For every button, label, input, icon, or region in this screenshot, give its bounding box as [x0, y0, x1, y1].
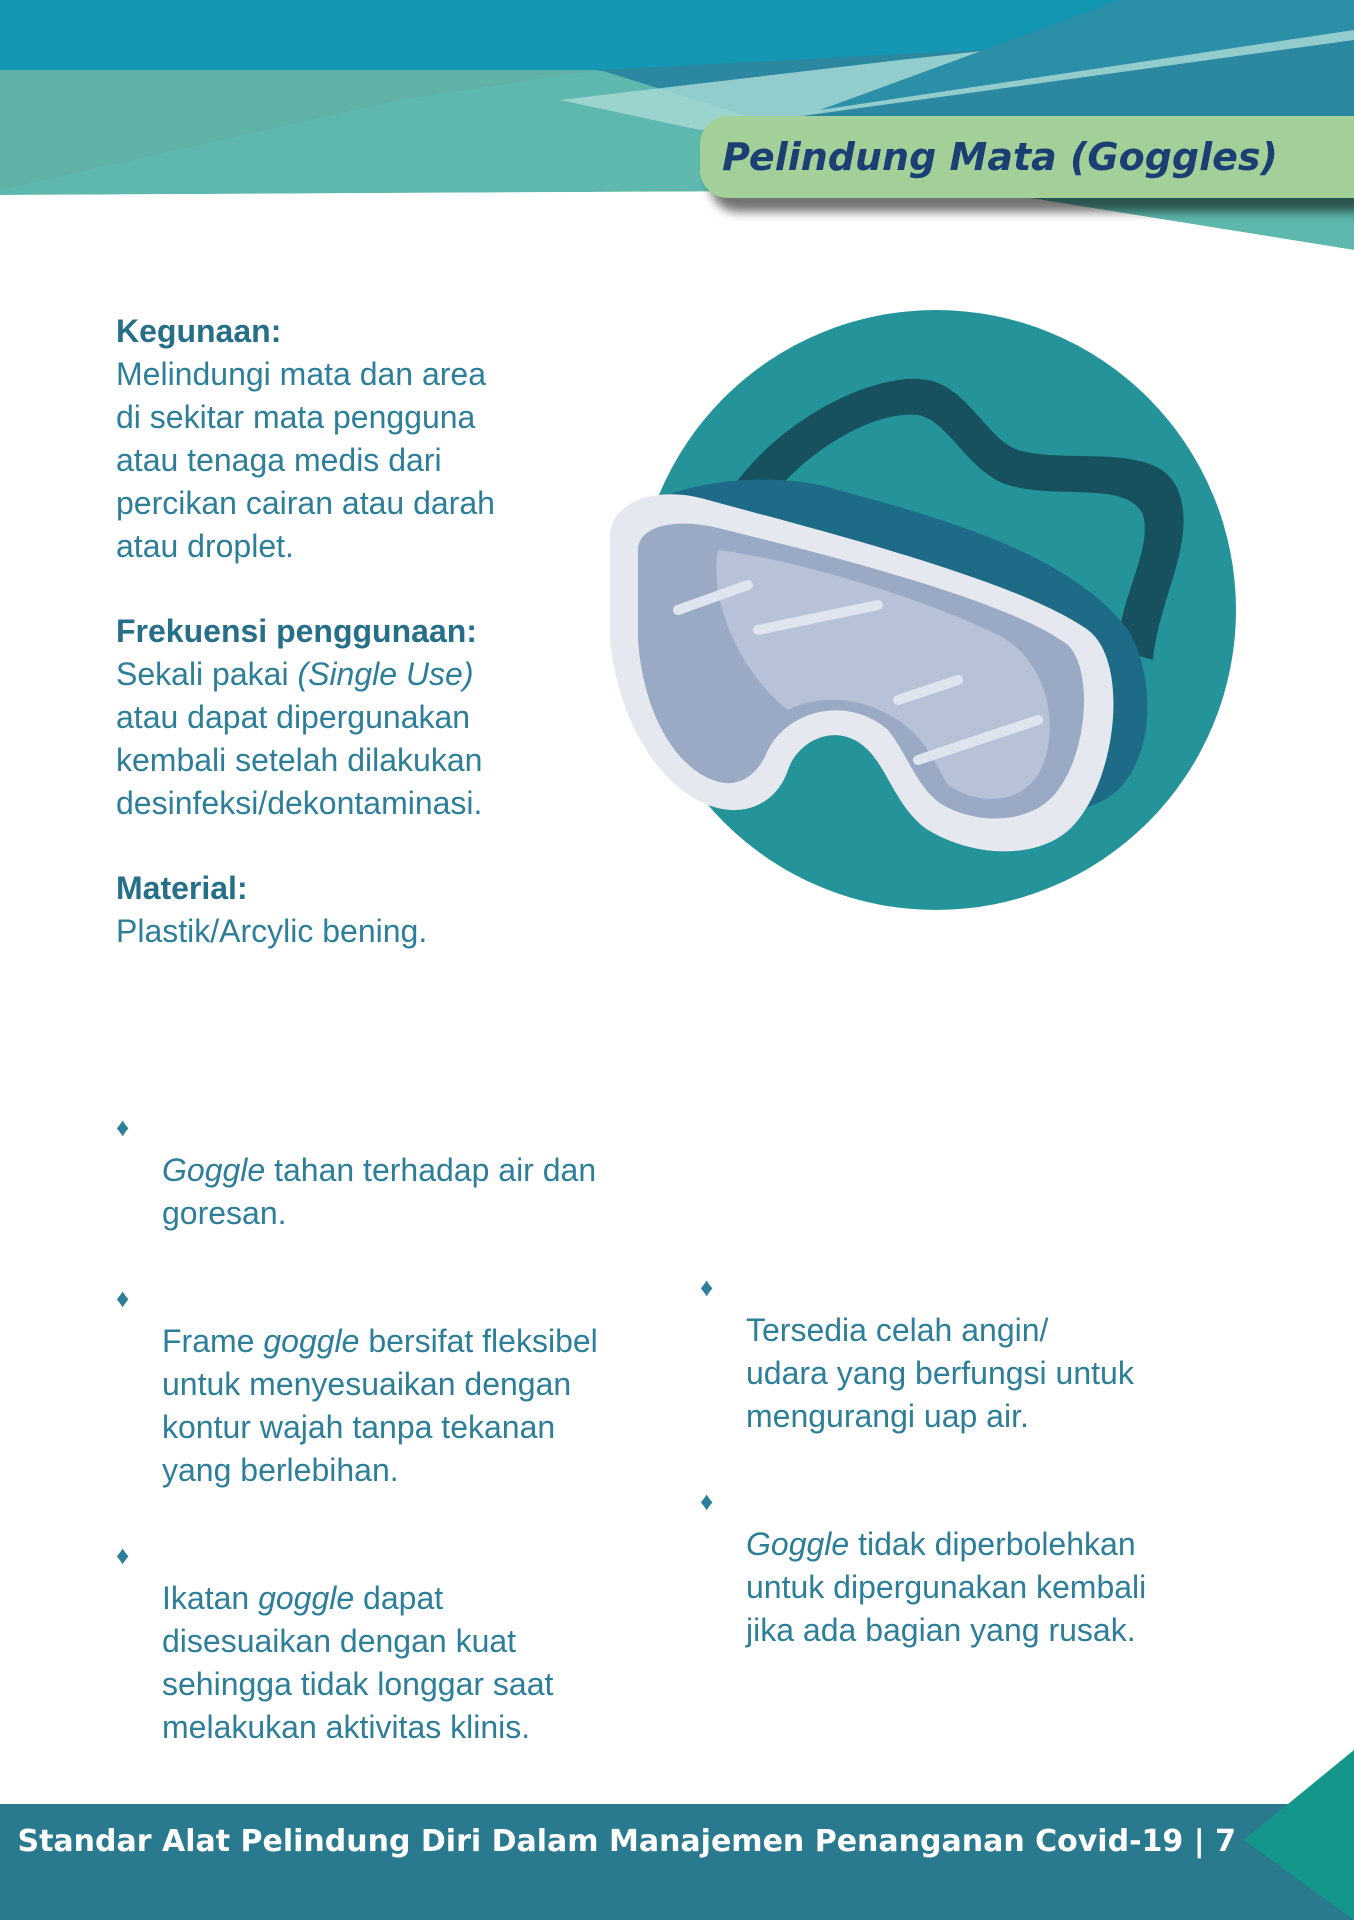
diamond-bullet-icon: ♦ — [116, 1112, 130, 1142]
bullet-list-left — [116, 1106, 676, 1791]
diamond-bullet-icon: ♦ — [116, 1283, 130, 1313]
bullet-list-right — [700, 1266, 1260, 1694]
diamond-bullet-icon: ♦ — [116, 1540, 130, 1570]
footer-corner-decoration — [1244, 1750, 1354, 1920]
info-text: Melindungi mata dan area di sekitar mata pengguna atau tenaga medis dari percikan cairan atau darah atau droplet. — [116, 356, 495, 564]
list-item: ♦ Ikatan goggle dapat disesuaikan dengan kuat sehingga tidak longgar saat melakukan aktivitas klinis. — [116, 1534, 676, 1749]
info-kegunaan — [116, 310, 586, 568]
diamond-bullet-icon: ♦ — [700, 1486, 714, 1516]
info-frekuensi — [116, 610, 586, 825]
page-title-banner — [700, 116, 1354, 198]
list-item: ♦ Goggle tidak diperbolehkan untuk dipergunakan kembali jika ada bagian yang rusak. — [700, 1480, 1260, 1652]
info-section — [116, 310, 586, 995]
info-text: Plastik/Arcylic bening. — [116, 913, 428, 949]
list-item: ♦ Goggle tahan terhadap air dan goresan. — [116, 1106, 676, 1235]
diamond-bullet-icon: ♦ — [700, 1272, 714, 1302]
list-item: ♦ Tersedia celah angin/ udara yang berfungsi untuk mengurangi uap air. — [700, 1266, 1260, 1438]
info-material — [116, 867, 586, 953]
info-text: Sekali pakai (Single Use) atau dapat dipergunakan kembali setelah dilakukan desinfeksi/dekontaminasi. — [116, 656, 483, 821]
goggles-icon — [598, 300, 1238, 910]
info-label: Material: — [116, 870, 248, 906]
footer-text: Standar Alat Pelindung Diri Dalam Manajemen Penanganan Covid-19 | 7 — [17, 1824, 1236, 1859]
page-title: Pelindung Mata (Goggles) — [722, 135, 1278, 179]
info-label: Kegunaan: — [116, 313, 282, 349]
page-footer — [0, 1804, 1354, 1920]
info-label: Frekuensi penggunaan: — [116, 613, 477, 649]
list-item: ♦ Frame goggle bersifat fleksibel untuk menyesuaikan dengan kontur wajah tanpa tekanan yang berlebihan. — [116, 1277, 676, 1492]
